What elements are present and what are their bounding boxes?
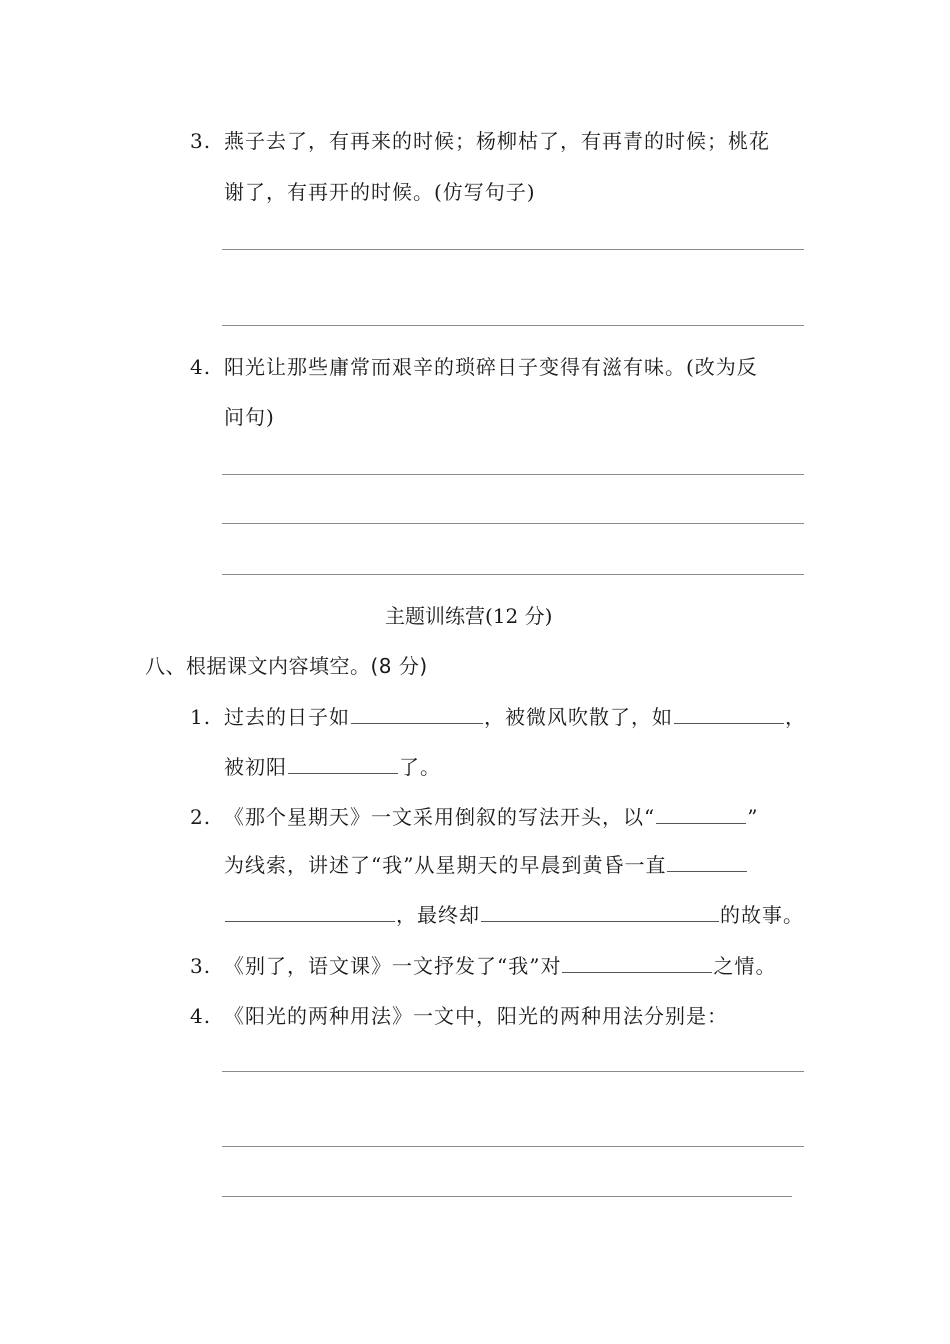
- section8-heading: 八、根据课文内容填空。(8 分): [145, 654, 428, 678]
- s8-item2-blank-2-cont[interactable]: [225, 903, 395, 922]
- s8-item1-line2: [224, 753, 441, 781]
- q3-number: 3.: [190, 129, 212, 153]
- q3-answer-line-2[interactable]: [222, 325, 804, 326]
- section-title: 主题训练营(12 分): [385, 604, 553, 628]
- q4-text-line1: 阳光让那些庸常而艰辛的琐碎日子变得有滋有味。(改为反: [224, 355, 758, 379]
- q3-text-line1: 燕子去了，有再来的时候；杨柳枯了，有再青的时候；桃花: [224, 129, 770, 153]
- s8-item4-answer-line-1[interactable]: [222, 1071, 804, 1072]
- s8-item2-text-e: 的故事。: [720, 903, 804, 927]
- s8-item1-blank-2[interactable]: [674, 705, 784, 724]
- s8-item1-line1: [224, 703, 806, 731]
- s8-item2-blank-3[interactable]: [481, 903, 719, 922]
- s8-item2-text-b: ”: [747, 805, 759, 829]
- s8-item2-blank-1[interactable]: [656, 805, 746, 824]
- s8-item1-number: 1.: [190, 705, 212, 729]
- s8-item1-text-d: 被初阳: [224, 755, 287, 779]
- s8-item1-blank-1[interactable]: [351, 705, 483, 724]
- s8-item2-text-d: ，最终却: [396, 903, 480, 927]
- s8-item4-answer-line-3[interactable]: [222, 1196, 792, 1197]
- q4-answer-line-2[interactable]: [222, 523, 804, 524]
- s8-item4-answer-line-2[interactable]: [222, 1146, 804, 1147]
- s8-item3-text-b: 之情。: [713, 954, 777, 978]
- s8-item2-text-a: 《那个星期天》一文采用倒叙的写法开头，以“: [224, 805, 656, 829]
- s8-item2-line3: [224, 901, 804, 929]
- s8-item2-text-c: 为线索，讲述了“我”从星期天的早晨到黄昏一直: [224, 853, 667, 877]
- q4-answer-line-3[interactable]: [222, 574, 804, 575]
- s8-item3-number: 3.: [190, 954, 212, 978]
- s8-item3-text-a: 《别了，语文课》一文抒发了“我”对: [224, 954, 562, 978]
- s8-item1-text-e: 了。: [399, 755, 441, 779]
- s8-item2-blank-2[interactable]: [667, 853, 747, 872]
- s8-item4-number: 4.: [190, 1004, 212, 1028]
- q4-text-line2: 问句): [224, 405, 275, 429]
- q4-number: 4.: [190, 355, 212, 379]
- s8-item1-text-b: ，被微风吹散了，如: [484, 705, 673, 729]
- q4-answer-line-1[interactable]: [222, 474, 804, 475]
- s8-item3-line1: [224, 952, 776, 980]
- q3-text-line2: 谢了，有再开的时候。(仿写句子): [224, 180, 536, 204]
- s8-item1-text-c: ，: [785, 705, 806, 729]
- q3-answer-line-1[interactable]: [222, 249, 804, 250]
- s8-item2-number: 2.: [190, 805, 212, 829]
- s8-item2-line2: [224, 851, 748, 879]
- s8-item4-text: 《阳光的两种用法》一文中，阳光的两种用法分别是：: [224, 1004, 728, 1028]
- s8-item1-blank-3[interactable]: [288, 755, 398, 774]
- s8-item2-line1: [224, 803, 758, 831]
- s8-item3-blank-1[interactable]: [562, 954, 712, 973]
- s8-item1-text-a: 过去的日子如: [224, 705, 350, 729]
